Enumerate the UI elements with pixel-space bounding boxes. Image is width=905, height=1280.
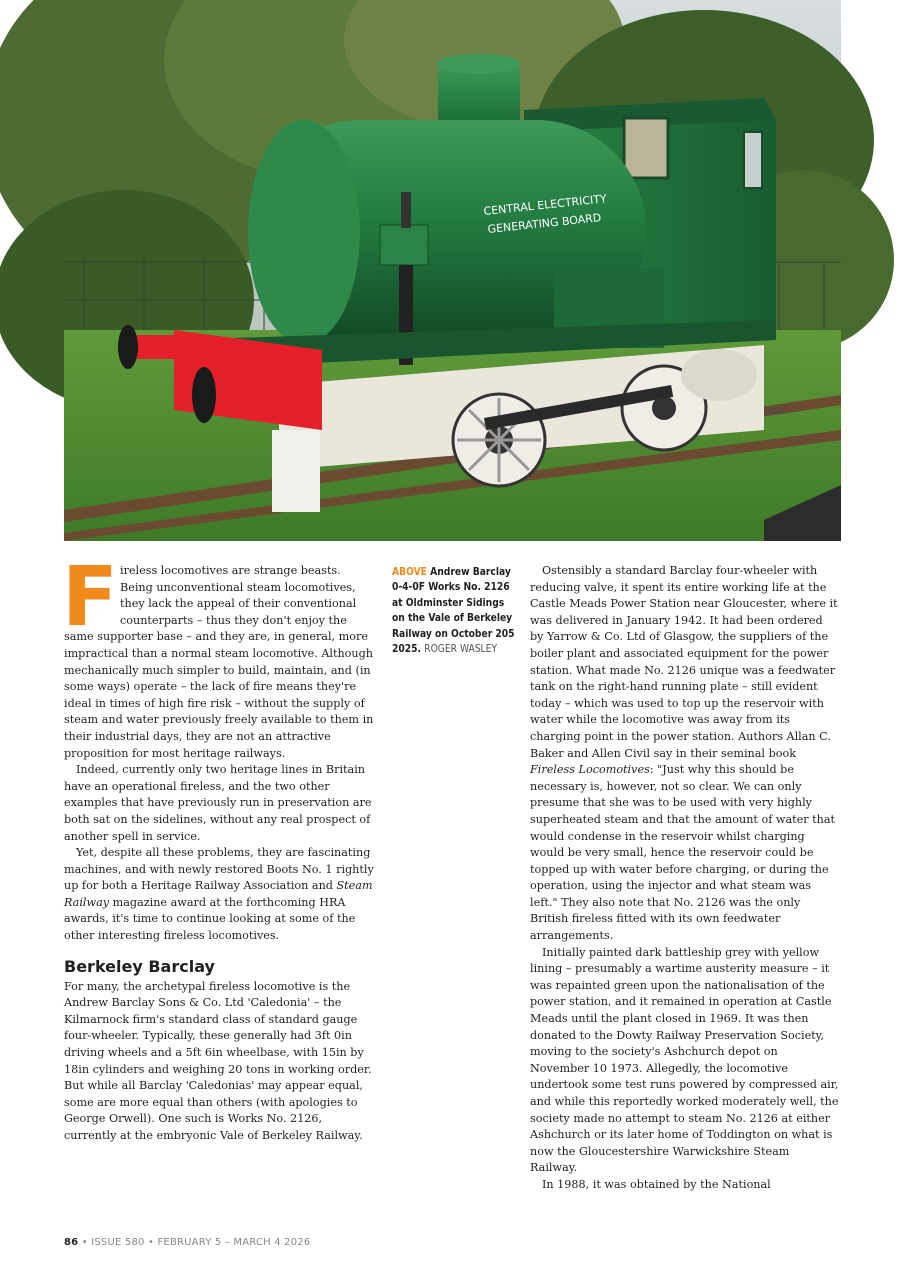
boiler-lettering-1: CENTRAL ELECTRICITY: [482, 192, 608, 218]
body-paragraph-6: Initially painted dark battleship grey with yellow lining – presumably a wartime austerity measure – it was repainted green upon the nationalisation of the power station, and it remained in operation at Castle Meads until the plant closed in 1969. It was then donated to the Dowty Railway Preservation Society, moving to the society's Ashchurch depot on November 10 1973. Allegedly, the locomotive undertook some test runs powered by compressed air, and while this reportedly worked moderately well, the society made no attempt to steam No. 2126 at either Ashchurch or its later home of Toddington on what is now the Gloucestershire Warwickshire Steam Railway.: [530, 945, 839, 1175]
drop-cap: [62, 550, 119, 645]
article-column-1: [62, 550, 374, 1145]
para3-text-b: magazine award at the forthcoming HRA awards, it's time to continue looking at some of the other interesting fireless locomotives.: [64, 895, 356, 943]
para5-book-title: Fireless Locomotives: [530, 763, 650, 777]
body-paragraph-5: [530, 563, 839, 945]
issue-dates: FEBRUARY 5 – MARCH 4 2026: [157, 1237, 311, 1248]
para5-text-b: : "Just why this should be necessary is, however, not so clear. We can only presume that she was to be used with very highly superheated steam and that the amount of water that would condense in the reservoir whilst charging would be very small, hence the reservoir could be topped up with water before charging, or during the operation, using the injector and what steam was left." They also note that No. 2126 was the only British fireless fitted with its own feedwater arrangements.: [530, 763, 836, 943]
article-column-2: [530, 563, 839, 1194]
caption-label: ABOVE: [392, 567, 427, 578]
locomotive-photo: [64, 0, 841, 541]
body-paragraph-3: [64, 845, 374, 945]
page-footer: [64, 1237, 310, 1248]
body-paragraph-2: Indeed, currently only two heritage lines in Britain have an operational fireless, and the two other examples that have previously run in preservation are both sat on the sidelines, without any real prospect of another spell in service.: [64, 763, 372, 843]
body-paragraph-7: In 1988, it was obtained by the National: [542, 1177, 771, 1191]
photo-caption: [392, 565, 516, 657]
section-subhead: Berkeley Barclay: [64, 956, 215, 976]
para3-text-a: Yet, despite all these problems, they are fascinating machines, and with newly restored Boots No. 1 rightly up for both a Heritage Railway Association and: [64, 846, 374, 893]
para5-text-a: Ostensibly a standard Barclay four-wheeler with reducing valve, it spent its entire working life at the Castle Meads Power Station near Gloucester, where it was delivered in January 1942. It had been ordered by Yarrow & Co. Ltd of Glasgow, the suppliers of the boiler plant and associated equipment for the power station. What made No. 2126 unique was a feedwater tank on the right-hand running plate – still evident today – which was used to top up the reservoir with water while the locomotive was away from its charging point in the power station. Authors Allan C. Baker and Allen Civil say in their seminal book: [530, 564, 838, 760]
issue-number: ISSUE 580: [91, 1237, 145, 1248]
photo-credit: ROGER WASLEY: [424, 644, 498, 656]
para3-magazine-title: Steam Railway: [64, 879, 373, 909]
intro-text: ireless locomotives are strange beasts. Being unconventional steam locomotives, they lack the appeal of their conventional counterparts – thus they don't enjoy the same supporter base – and they are, in general, more impractical than a normal steam locomotive. Although mechanically much simpler to build, maintain, and (in some ways) operate – the lack of fire means they're ideal in times of high fire risk – without the supply of steam and water previously freely available to them in their industrial days, they are not an attractive proposition for most heritage railways.: [64, 564, 374, 760]
footer-separator-1: •: [81, 1237, 88, 1248]
page-number: 86: [64, 1237, 79, 1248]
caption-text: Andrew Barclay 0-4-0F Works No. 2126 at Oldminster Sidings on the Vale of Berkeley Railway on October 205 2025.: [392, 567, 515, 656]
footer-separator-2: •: [147, 1237, 155, 1248]
body-paragraph-4: For many, the archetypal fireless locomotive is the Andrew Barclay Sons & Co. Ltd 'Caledonia' – the Kilmarnock firm's standard class of standard gauge four-wheeler. Typically, these generally had 3ft 0in driving wheels and a 5ft 6in wheelbase, with 15in by 18in cylinders and weighing 20 tons in working order. But while all Barclay 'Caledonias' may appear equal, some are more equal than others (with apologies to George Orwell). One such is Works No. 2126, currently at the embryonic Vale of Berkeley Railway.: [64, 979, 372, 1142]
drop-cap-letter: F: [62, 550, 119, 645]
boiler-lettering-2: GENERATING BOARD: [486, 211, 602, 236]
intro-paragraph: [62, 550, 374, 762]
